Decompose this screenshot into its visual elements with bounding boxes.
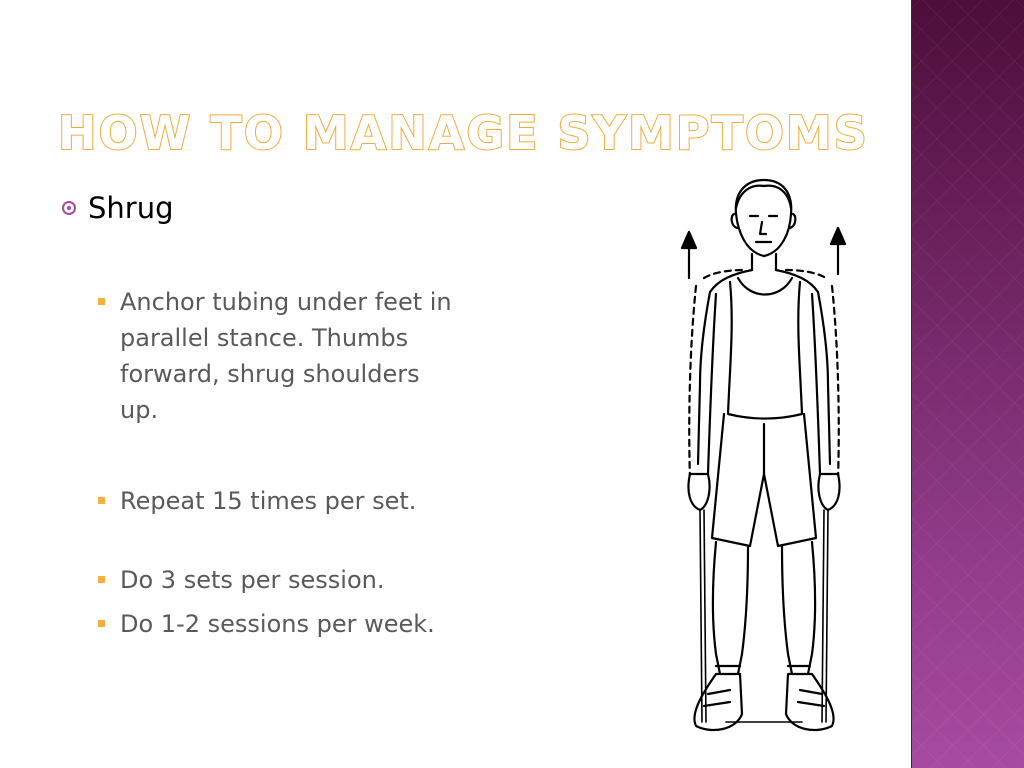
- square-bullet-icon: [98, 298, 105, 305]
- bullet-level1: [62, 188, 174, 228]
- bullet-text: Repeat 15 times per set.: [120, 487, 417, 515]
- exercise-illustration: [660, 174, 880, 739]
- bullet-item: [98, 562, 458, 598]
- up-arrow-icon: [831, 228, 845, 274]
- slide-title: HOW TO MANAGE SYMPTOMS: [58, 106, 869, 160]
- bullet-item: [98, 483, 458, 519]
- square-bullet-icon: [98, 497, 105, 504]
- bullet-text: Do 3 sets per session.: [120, 566, 385, 594]
- bullet-text: Anchor tubing under feet in parallel stance. Thumbs forward, shrug shoulders up.: [120, 288, 452, 424]
- bullet-text: Do 1-2 sessions per week.: [120, 610, 435, 638]
- bullet-level1-text: Shrug: [88, 191, 174, 225]
- bullet-item: [98, 606, 458, 642]
- bullet-item: [98, 284, 458, 428]
- square-bullet-icon: [98, 620, 105, 627]
- up-arrow-icon: [682, 232, 696, 278]
- radio-bullet-icon: [62, 201, 76, 215]
- square-bullet-icon: [98, 576, 105, 583]
- decorative-side-band: [912, 0, 1024, 768]
